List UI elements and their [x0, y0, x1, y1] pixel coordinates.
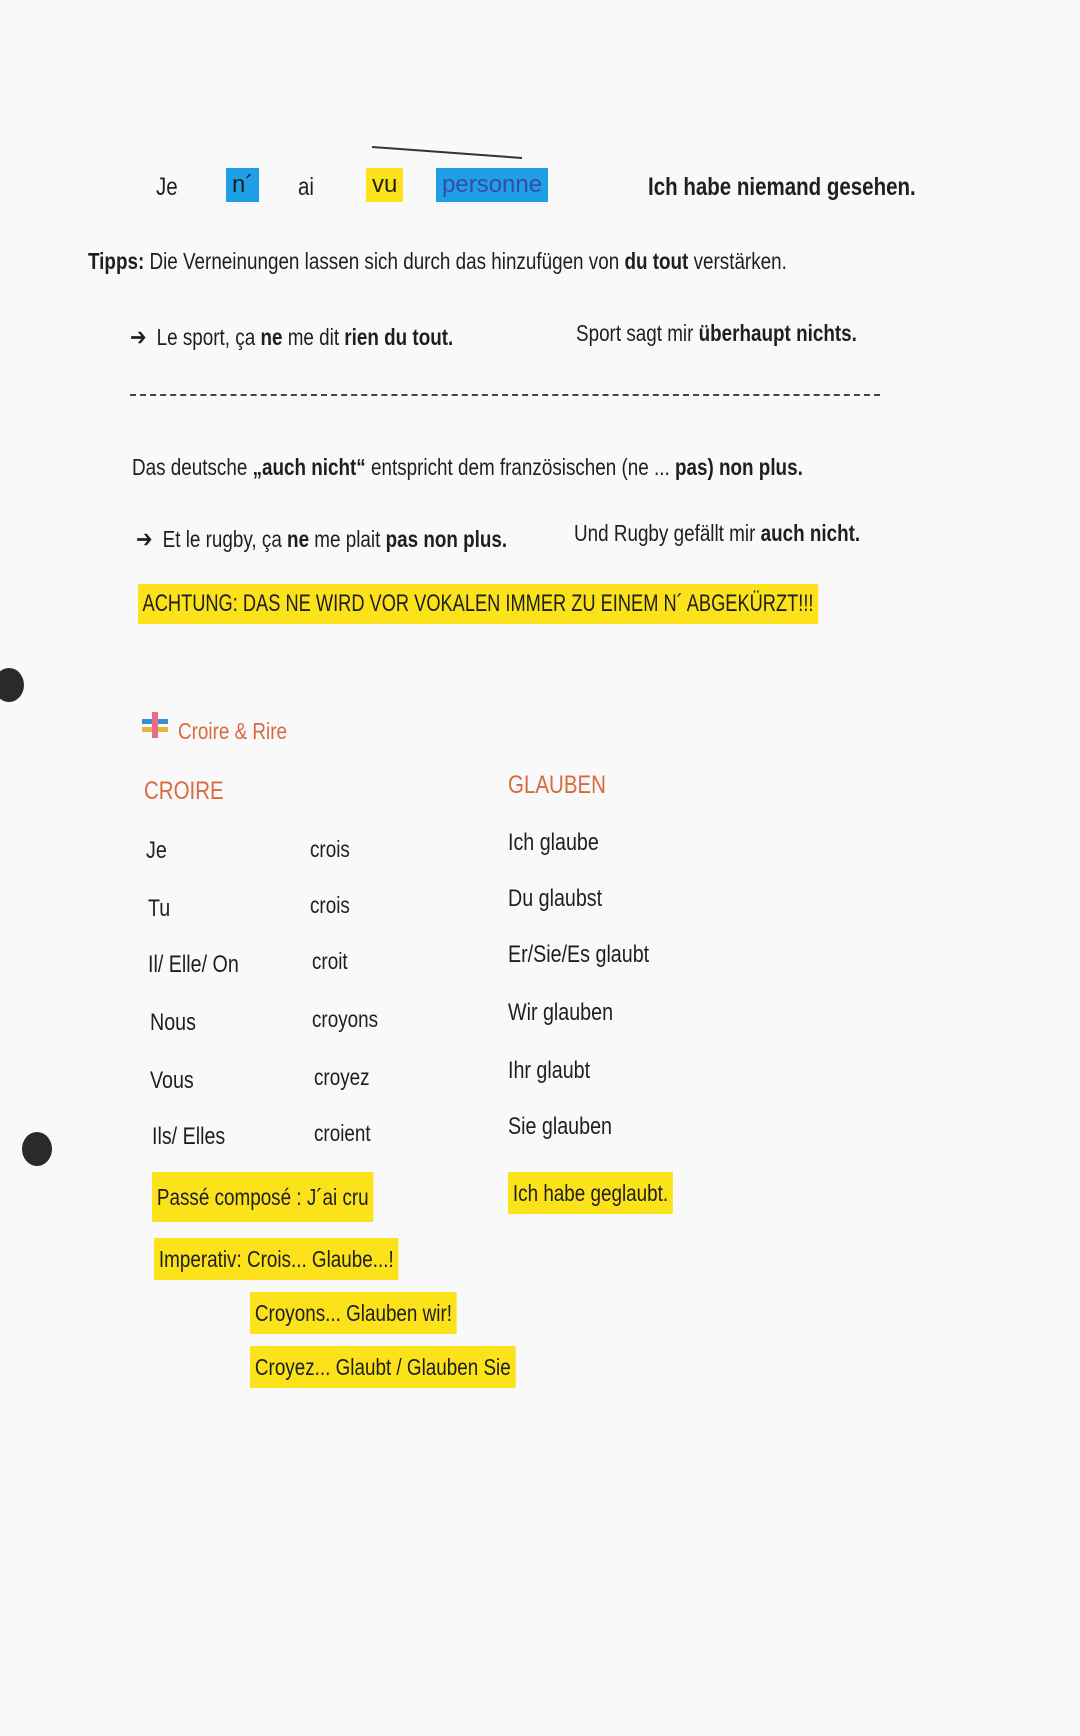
- arrow-right-icon: ➔: [130, 324, 147, 351]
- example-je: Je: [156, 173, 178, 201]
- pronoun-ils: Ils/ Elles: [152, 1123, 226, 1150]
- example-ai: ai: [298, 173, 314, 201]
- warning-banner: ACHTUNG: DAS NE WIRD VOR VOKALEN IMMER ZU EINEM N´ ABGEKÜRZT!!!: [138, 584, 818, 624]
- tipp-label: Tipps:: [88, 248, 145, 274]
- de-il: Er/Sie/Es glaubt: [508, 941, 650, 968]
- pronoun-je: Je: [146, 837, 167, 864]
- imperativ-note-3: Croyez... Glaubt / Glauben Sie: [250, 1346, 516, 1388]
- de-tu: Du glaubst: [508, 885, 603, 912]
- auch-nicht-line: Das deutsche „auch nicht“ entspricht dem französischen (ne ... pas) non plus.: [132, 454, 803, 480]
- example-translation: Ich habe niemand gesehen.: [648, 173, 916, 201]
- connector-line: [372, 144, 532, 162]
- section-title: Croire & Rire: [178, 718, 287, 744]
- verb-il: croit: [312, 948, 348, 974]
- tipp-line: [88, 246, 787, 276]
- imperativ-note-2: Croyons... Glauben wir!: [250, 1292, 457, 1334]
- passe-compose-note: Passé composé : J´ai cru: [152, 1172, 374, 1222]
- pronoun-il: Il/ Elle/ On: [148, 951, 239, 978]
- auch-nicht-example-de: Und Rugby gefällt mir auch nicht.: [574, 520, 861, 546]
- verb-je: crois: [310, 836, 350, 862]
- auch-nicht-example-fr: ➔ Et le rugby, ça ne me plait pas non plus.: [136, 526, 508, 553]
- de-nous: Wir glauben: [508, 999, 614, 1026]
- binder-hole-bottom: [22, 1132, 52, 1166]
- tipp-example-de: Sport sagt mir überhaupt nichts.: [576, 320, 857, 346]
- binder-hole-top: [0, 668, 24, 702]
- imperativ-note-1: Imperativ: Crois... Glaube...!: [154, 1238, 399, 1280]
- plus-icon: [142, 712, 168, 738]
- header-croire: CROIRE: [144, 777, 224, 805]
- tipp-example-fr: ➔ Le sport, ça ne me dit rien du tout.: [130, 324, 454, 351]
- example-personne-highlight: personne: [436, 168, 548, 202]
- verb-vous: croyez: [314, 1064, 370, 1090]
- dashed-divider: [130, 394, 880, 396]
- pronoun-tu: Tu: [148, 895, 171, 922]
- de-ils: Sie glauben: [508, 1113, 612, 1140]
- verb-nous: croyons: [312, 1006, 379, 1032]
- arrow-right-icon: ➔: [136, 526, 153, 553]
- example-n-highlight: n´: [226, 168, 259, 202]
- passe-compose-de-note: Ich habe geglaubt.: [508, 1172, 673, 1214]
- tipp-text-before: Die Verneinungen lassen sich durch das hinzufügen von: [149, 248, 620, 274]
- verb-tu: crois: [310, 892, 350, 918]
- tipp-emph: du tout: [624, 248, 689, 274]
- header-glauben: GLAUBEN: [508, 771, 606, 799]
- de-vous: Ihr glaubt: [508, 1057, 591, 1084]
- tipp-text-after: verstärken.: [693, 248, 787, 274]
- pronoun-vous: Vous: [150, 1067, 194, 1094]
- example-vu-highlight: vu: [366, 168, 403, 202]
- pronoun-nous: Nous: [150, 1009, 196, 1036]
- verb-ils: croient: [314, 1120, 371, 1146]
- de-je: Ich glaube: [508, 829, 599, 856]
